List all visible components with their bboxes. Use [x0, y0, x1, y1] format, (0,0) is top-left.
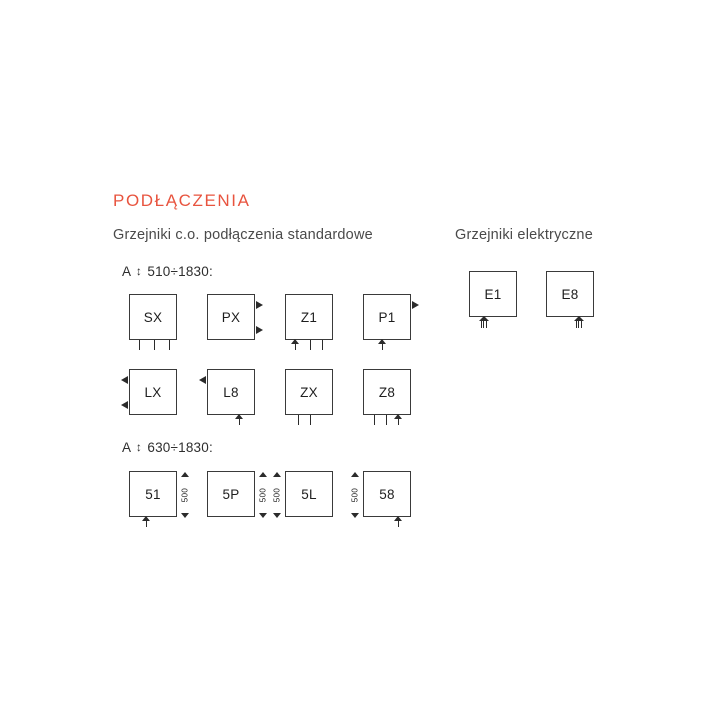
- connection-code-label: ZX: [300, 384, 318, 400]
- group-label-prefix: A: [122, 264, 131, 279]
- connection-code-label: LX: [144, 384, 162, 400]
- bottom-connection-legs: [208, 414, 254, 425]
- connection-diagram-l8: [207, 369, 255, 415]
- valve-icon: [378, 339, 387, 350]
- updown-arrow-icon: ↕: [135, 264, 143, 278]
- connection-code-label: 5P: [222, 486, 240, 502]
- power-plug-icon: [573, 316, 585, 328]
- connection-code-label: 51: [145, 486, 161, 502]
- dimension-value: 500: [180, 487, 190, 503]
- dimension-value: 500: [272, 487, 282, 503]
- section-heading-electric: Grzejniki elektryczne: [455, 227, 593, 243]
- connection-code-label: Z1: [300, 309, 318, 325]
- arrow-left-icon: [121, 376, 128, 384]
- connection-diagram-sx: [129, 294, 177, 340]
- valve-icon: [394, 414, 403, 425]
- updown-arrow-icon: ↕: [135, 440, 143, 454]
- group-label-prefix: A: [122, 440, 131, 455]
- dimension-500-left: [269, 472, 285, 518]
- connection-diagram-51: [129, 471, 190, 517]
- connection-code-label: P1: [378, 309, 396, 325]
- connection-diagram-e8: [546, 271, 594, 317]
- bottom-connection-legs: [130, 339, 176, 350]
- valve-icon: [142, 516, 151, 527]
- group-label-height-510: [122, 264, 213, 279]
- page-title: PODŁĄCZENIA: [113, 191, 251, 210]
- connection-diagram-z1: [285, 294, 333, 340]
- bottom-connection-legs: [364, 516, 410, 527]
- dimension-value: 500: [258, 487, 268, 503]
- arrow-left-icon: [121, 401, 128, 409]
- connection-code-label: SX: [143, 309, 163, 325]
- connection-code-label: L8: [223, 384, 239, 400]
- group-label-range: 510÷1830:: [147, 264, 213, 279]
- bottom-connection-legs: [286, 414, 332, 425]
- connection-code-label: Z8: [378, 384, 396, 400]
- group-label-height-630: [122, 440, 213, 455]
- connection-code-label: 5L: [301, 486, 317, 502]
- connection-diagram-z8: [363, 369, 411, 415]
- arrow-right-icon: [412, 301, 419, 309]
- group-label-range: 630÷1830:: [147, 440, 213, 455]
- connection-code-label: 58: [379, 486, 395, 502]
- dimension-500-left: [347, 472, 363, 518]
- connection-diagram-zx: [285, 369, 333, 415]
- connection-diagram-lx: [129, 369, 177, 415]
- arrow-right-icon: [256, 326, 263, 334]
- dimension-500-right: [177, 472, 193, 518]
- connection-diagram-p1: [363, 294, 411, 340]
- power-plug-icon: [478, 316, 490, 328]
- connection-diagram-58: [350, 471, 411, 517]
- bottom-connection-legs: [286, 339, 332, 350]
- bottom-connection-legs: [130, 516, 176, 527]
- connection-code-label: E8: [561, 286, 579, 302]
- bottom-connection-legs: [364, 339, 410, 350]
- bottom-connection-legs: [364, 414, 410, 425]
- arrow-left-icon: [199, 376, 206, 384]
- dimension-value: 500: [350, 487, 360, 503]
- valve-icon: [235, 414, 244, 425]
- connection-code-label: E1: [484, 286, 502, 302]
- connection-diagram-e1: [469, 271, 517, 317]
- connection-diagram-px: [207, 294, 255, 340]
- section-heading-standard: Grzejniki c.o. podłączenia standardowe: [113, 227, 373, 243]
- connection-diagram-5l: [272, 471, 333, 517]
- connection-diagram-5p: [207, 471, 268, 517]
- valve-icon: [291, 339, 300, 350]
- valve-icon: [394, 516, 403, 527]
- connection-code-label: PX: [221, 309, 241, 325]
- arrow-right-icon: [256, 301, 263, 309]
